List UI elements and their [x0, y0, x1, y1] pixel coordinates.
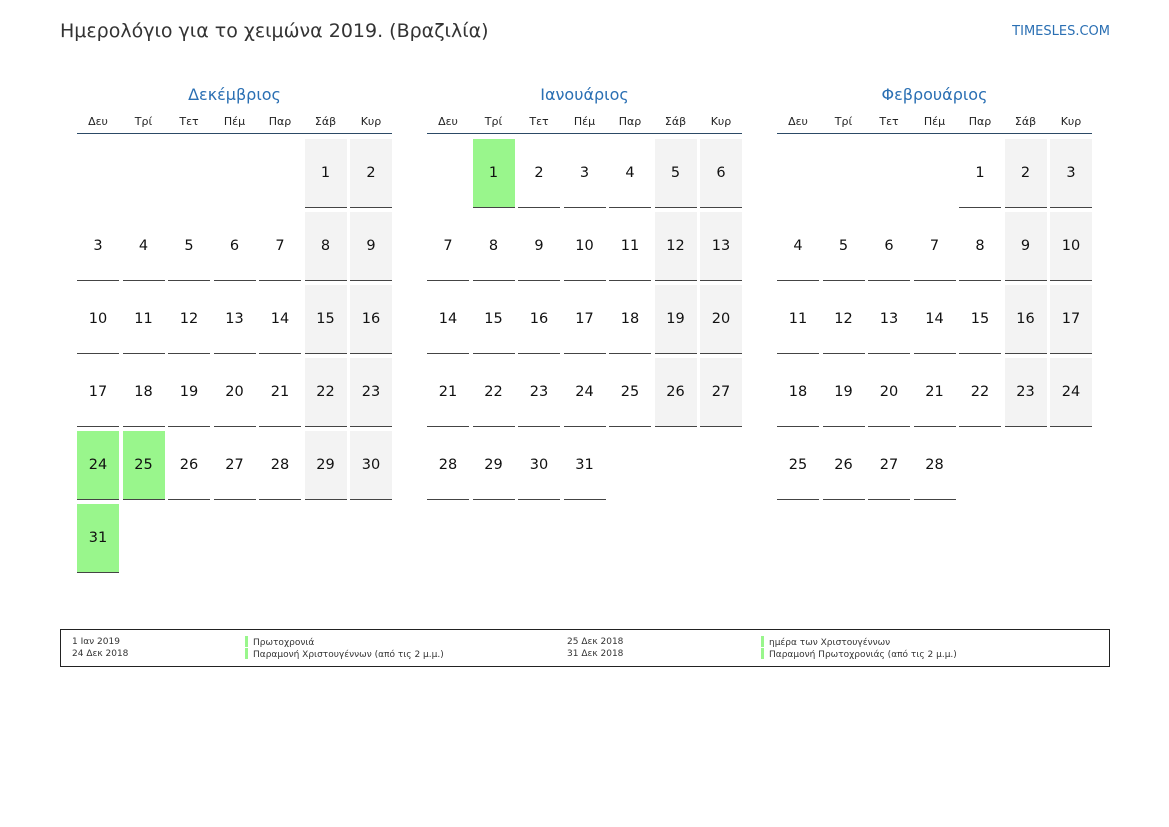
weekday-label: Τετ	[879, 115, 899, 128]
month-january	[427, 84, 742, 500]
day-cell: 25	[777, 431, 819, 500]
day-cell: 11	[777, 285, 819, 354]
day-cell: 12	[168, 285, 210, 354]
legend-date: 25 Δεκ 2018	[567, 637, 624, 647]
legend-holiday-name: Παραμονή Πρωτοχρονιάς (από τις 2 μ.μ.)	[769, 650, 957, 660]
holiday-marker	[245, 648, 248, 659]
day-grid	[777, 139, 1092, 500]
legend-date: 31 Δεκ 2018	[567, 649, 624, 659]
day-cell: 14	[427, 285, 469, 354]
day-cell: 7	[259, 212, 301, 281]
day-cell: 14	[914, 285, 956, 354]
day-cell: 30	[518, 431, 560, 500]
day-cell: 4	[609, 139, 651, 208]
day-cell: 20	[700, 285, 742, 354]
day-cell: 11	[123, 285, 165, 354]
weekday-label: Παρ	[618, 115, 642, 128]
day-cell: 4	[777, 212, 819, 281]
legend-date: 24 Δεκ 2018	[72, 649, 129, 659]
day-cell: 19	[823, 358, 865, 427]
day-cell: 5	[655, 139, 697, 208]
day-cell: 29	[473, 431, 515, 500]
day-cell: 26	[655, 358, 697, 427]
day-cell: 24	[1050, 358, 1092, 427]
month-february	[777, 84, 1092, 500]
day-cell: 10	[77, 285, 119, 354]
weekday-header	[777, 115, 1092, 134]
weekday-label: Τρί	[834, 115, 853, 128]
day-cell: 16	[518, 285, 560, 354]
weekday-label: Τετ	[179, 115, 199, 128]
weekday-label: Κυρ	[1060, 115, 1082, 128]
empty-cell	[914, 139, 956, 208]
day-cell: 5	[168, 212, 210, 281]
holiday-legend	[60, 629, 1110, 667]
day-cell: 23	[1005, 358, 1047, 427]
holiday-day-cell: 24	[77, 431, 119, 500]
day-cell: 18	[123, 358, 165, 427]
holiday-marker	[761, 648, 764, 659]
day-cell: 22	[473, 358, 515, 427]
day-cell: 1	[305, 139, 347, 208]
day-grid	[77, 139, 392, 573]
holiday-day-cell: 25	[123, 431, 165, 500]
day-cell: 7	[914, 212, 956, 281]
legend-names-1	[245, 636, 444, 660]
month-december	[77, 84, 392, 573]
day-grid	[427, 139, 742, 500]
day-cell: 23	[350, 358, 392, 427]
day-cell: 14	[259, 285, 301, 354]
weekday-label: Κυρ	[710, 115, 732, 128]
weekday-label: Δευ	[438, 115, 458, 128]
day-cell: 17	[77, 358, 119, 427]
day-cell: 8	[959, 212, 1001, 281]
day-cell: 24	[564, 358, 606, 427]
day-cell: 23	[518, 358, 560, 427]
legend-dates-1	[72, 636, 128, 660]
day-cell: 12	[655, 212, 697, 281]
legend-names-2	[761, 636, 957, 660]
day-cell: 18	[609, 285, 651, 354]
day-cell: 15	[473, 285, 515, 354]
day-cell: 9	[350, 212, 392, 281]
holiday-marker	[761, 636, 764, 647]
day-cell: 29	[305, 431, 347, 500]
weekday-label: Σάβ	[314, 115, 337, 128]
day-cell: 19	[168, 358, 210, 427]
empty-cell	[823, 139, 865, 208]
weekday-label: Παρ	[268, 115, 292, 128]
day-cell: 15	[305, 285, 347, 354]
empty-cell	[168, 139, 210, 208]
day-cell: 3	[1050, 139, 1092, 208]
day-cell: 9	[518, 212, 560, 281]
day-cell: 28	[259, 431, 301, 500]
day-cell: 16	[350, 285, 392, 354]
day-cell: 5	[823, 212, 865, 281]
day-cell: 21	[259, 358, 301, 427]
day-cell: 3	[77, 212, 119, 281]
empty-cell	[123, 139, 165, 208]
legend-dates-2	[567, 636, 623, 660]
day-cell: 2	[350, 139, 392, 208]
day-cell: 26	[823, 431, 865, 500]
day-cell: 30	[350, 431, 392, 500]
day-cell: 19	[655, 285, 697, 354]
day-cell: 20	[868, 358, 910, 427]
site-link[interactable]: TIMESLES.COM	[1012, 24, 1110, 39]
day-cell: 10	[564, 212, 606, 281]
empty-cell	[427, 139, 469, 208]
weekday-label: Σάβ	[664, 115, 687, 128]
weekday-label: Παρ	[968, 115, 992, 128]
empty-cell	[214, 139, 256, 208]
day-cell: 2	[1005, 139, 1047, 208]
holiday-marker	[245, 636, 248, 647]
month-name: Δεκέμβριος	[188, 85, 281, 104]
day-cell: 21	[914, 358, 956, 427]
weekday-label: Πέμ	[223, 115, 246, 128]
weekday-label: Τρί	[484, 115, 503, 128]
empty-cell	[777, 139, 819, 208]
day-cell: 9	[1005, 212, 1047, 281]
day-cell: 25	[609, 358, 651, 427]
day-cell: 20	[214, 358, 256, 427]
weekday-label: Τετ	[529, 115, 549, 128]
day-cell: 27	[868, 431, 910, 500]
day-cell: 27	[214, 431, 256, 500]
day-cell: 6	[868, 212, 910, 281]
page-title: Ημερολόγιο για το χειμώνα 2019. (Βραζιλία)	[60, 20, 489, 42]
day-cell: 3	[564, 139, 606, 208]
day-cell: 8	[473, 212, 515, 281]
day-cell: 16	[1005, 285, 1047, 354]
legend-holiday-name: Πρωτοχρονιά	[253, 638, 315, 648]
month-name: Ιανουάριος	[540, 85, 629, 104]
holiday-day-cell: 31	[77, 504, 119, 573]
day-cell: 17	[1050, 285, 1092, 354]
day-cell: 28	[427, 431, 469, 500]
day-cell: 18	[777, 358, 819, 427]
weekday-label: Πέμ	[923, 115, 946, 128]
weekday-header	[427, 115, 742, 134]
day-cell: 7	[427, 212, 469, 281]
day-cell: 28	[914, 431, 956, 500]
day-cell: 22	[959, 358, 1001, 427]
empty-cell	[868, 139, 910, 208]
month-name: Φεβρουάριος	[881, 85, 988, 104]
day-cell: 13	[214, 285, 256, 354]
day-cell: 17	[564, 285, 606, 354]
weekday-label: Δευ	[88, 115, 108, 128]
day-cell: 13	[700, 212, 742, 281]
day-cell: 26	[168, 431, 210, 500]
legend-date: 1 Ιαν 2019	[72, 637, 120, 647]
day-cell: 31	[564, 431, 606, 500]
day-cell: 21	[427, 358, 469, 427]
weekday-header	[77, 115, 392, 134]
legend-holiday-name: Παραμονή Χριστουγέννων (από τις 2 μ.μ.)	[253, 650, 444, 660]
day-cell: 27	[700, 358, 742, 427]
weekday-label: Κυρ	[360, 115, 382, 128]
holiday-day-cell: 1	[473, 139, 515, 208]
weekday-label: Δευ	[788, 115, 808, 128]
day-cell: 10	[1050, 212, 1092, 281]
day-cell: 8	[305, 212, 347, 281]
day-cell: 6	[700, 139, 742, 208]
empty-cell	[77, 139, 119, 208]
day-cell: 15	[959, 285, 1001, 354]
day-cell: 4	[123, 212, 165, 281]
legend-holiday-name: ημέρα των Χριστουγέννων	[769, 638, 891, 648]
day-cell: 13	[868, 285, 910, 354]
weekday-label: Σάβ	[1014, 115, 1037, 128]
day-cell: 6	[214, 212, 256, 281]
day-cell: 22	[305, 358, 347, 427]
weekday-label: Πέμ	[573, 115, 596, 128]
day-cell: 11	[609, 212, 651, 281]
day-cell: 2	[518, 139, 560, 208]
day-cell: 1	[959, 139, 1001, 208]
empty-cell	[259, 139, 301, 208]
day-cell: 12	[823, 285, 865, 354]
weekday-label: Τρί	[134, 115, 153, 128]
